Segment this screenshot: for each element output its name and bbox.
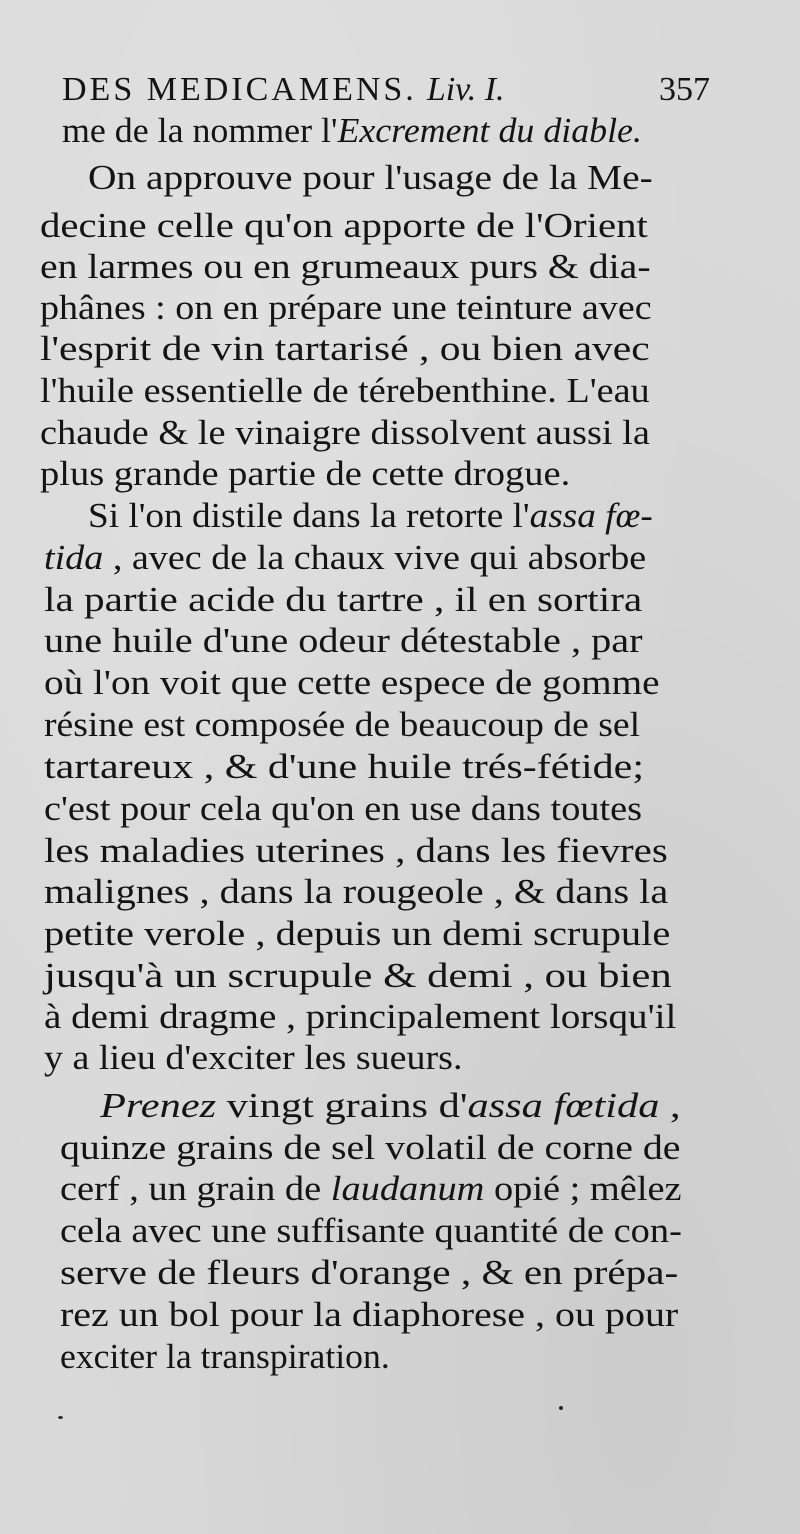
text-line: serve de fleurs d'orange , & en prépa- bbox=[60, 1253, 679, 1292]
ink-speck bbox=[559, 1406, 563, 1410]
text-line: une huile d'une odeur détestable , par bbox=[44, 621, 643, 660]
text-line: cela avec une suffisante quantité de con- bbox=[60, 1211, 682, 1250]
text-line: Si l'on distile dans la retorte l'assa fœ- bbox=[88, 496, 653, 535]
text-line: résine est composée de beaucoup de sel bbox=[44, 705, 641, 744]
running-title: DES MEDICAMENS. bbox=[62, 71, 417, 108]
text-line: exciter la transpiration. bbox=[60, 1337, 390, 1376]
book-number: Liv. I. bbox=[426, 71, 505, 108]
text-line: jusqu'à un scrupule & demi , ou bien bbox=[44, 956, 672, 995]
text-line: quinze grains de sel volatil de corne de bbox=[60, 1128, 681, 1167]
text-line: decine celle qu'on apporte de l'Orient bbox=[40, 206, 648, 245]
text-line: où l'on voit que cette espece de gomme bbox=[44, 663, 660, 702]
text-line: les maladies uterines , dans les fievres bbox=[44, 831, 668, 870]
text-line: l'huile essentielle de térebenthine. L'eau bbox=[40, 371, 650, 410]
text-line: petite verole , depuis un demi scrupule bbox=[44, 914, 671, 953]
text-line: Prenez vingt grains d'assa fœtida , bbox=[100, 1086, 681, 1125]
text-line: c'est pour cela qu'on en use dans toutes bbox=[44, 789, 643, 828]
text-line: y a lieu d'exciter les sueurs. bbox=[44, 1038, 463, 1077]
text-line: cerf , un grain de laudanum opié ; mêlez bbox=[60, 1169, 682, 1208]
text-line: l'esprit de vin tartarisé , ou bien avec bbox=[40, 329, 650, 368]
text-line: en larmes ou en grumeaux purs & dia- bbox=[40, 247, 651, 286]
ink-speck bbox=[58, 1416, 63, 1419]
text-line: On approuve pour l'usage de la Me- bbox=[88, 158, 653, 197]
text-line: tartareux , & d'une huile trés-fétide; bbox=[44, 747, 644, 786]
text-line: à demi dragme , principalement lorsqu'il bbox=[44, 997, 677, 1036]
text-line: phânes : on en prépare une teinture avec bbox=[40, 288, 652, 327]
text-line: chaude & le vinaigre dissolvent aussi la bbox=[40, 413, 650, 452]
running-header bbox=[62, 68, 710, 112]
text-line: me de la nommer l'Excrement du diable. bbox=[62, 111, 642, 150]
text-line: tida , avec de la chaux vive qui absorbe bbox=[44, 538, 647, 577]
page-number: 357 bbox=[659, 71, 710, 108]
text-line: plus grande partie de cette drogue. bbox=[40, 454, 571, 493]
text-line: malignes , dans la rougeole , & dans la bbox=[44, 872, 669, 911]
text-line: rez un bol pour la diaphorese , ou pour bbox=[60, 1295, 679, 1334]
text-line: la partie acide du tartre , il en sortira bbox=[44, 580, 643, 619]
